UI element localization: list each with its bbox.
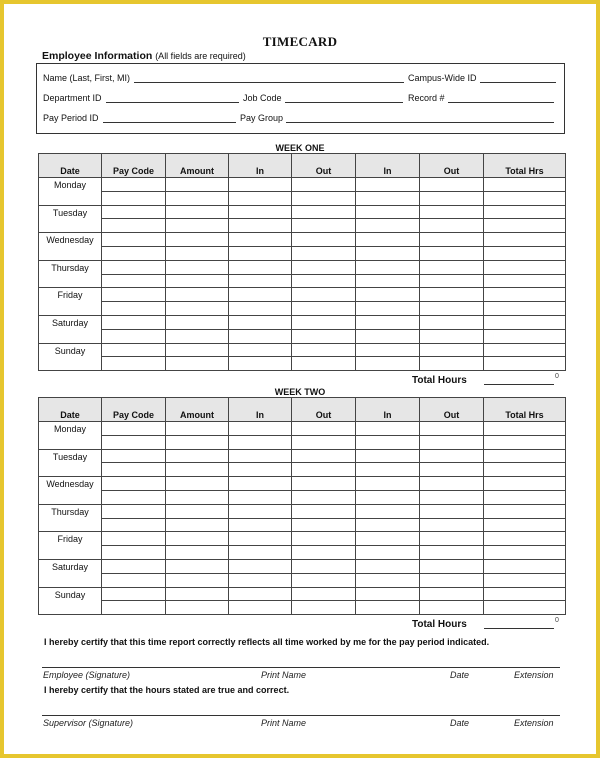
entry-cell[interactable]: [102, 246, 166, 260]
week-one-total-label: Total Hours: [412, 375, 467, 386]
entry-cell[interactable]: [229, 587, 292, 601]
column-header: In: [229, 154, 292, 178]
entry-cell[interactable]: [102, 302, 166, 316]
column-header: Pay Code: [102, 398, 166, 422]
entry-cell[interactable]: [484, 274, 566, 288]
entry-cell[interactable]: [484, 504, 566, 518]
table-row: [39, 477, 566, 491]
employee-info-heading: [42, 50, 246, 62]
entry-cell[interactable]: [356, 246, 420, 260]
entry-cell[interactable]: [166, 219, 229, 233]
entry-cell[interactable]: [356, 463, 420, 477]
record-label: Record #: [408, 93, 445, 103]
entry-cell[interactable]: [102, 477, 166, 491]
entry-cell[interactable]: [229, 246, 292, 260]
entry-cell[interactable]: [166, 343, 229, 357]
entry-cell[interactable]: [166, 435, 229, 449]
entry-cell[interactable]: [292, 233, 356, 247]
column-header: Total Hrs: [484, 154, 566, 178]
entry-cell[interactable]: [356, 315, 420, 329]
entry-cell[interactable]: [166, 518, 229, 532]
column-header: Amount: [166, 154, 229, 178]
day-label: Saturday: [39, 315, 102, 343]
entry-cell[interactable]: [166, 178, 229, 192]
entry-cell[interactable]: [484, 449, 566, 463]
entry-cell[interactable]: [102, 329, 166, 343]
entry-cell[interactable]: [356, 477, 420, 491]
day-label: Monday: [39, 178, 102, 206]
entry-cell[interactable]: [229, 205, 292, 219]
entry-cell[interactable]: [229, 518, 292, 532]
name-field[interactable]: [134, 82, 404, 83]
employee-info-note: (All fields are required): [155, 51, 246, 61]
entry-cell[interactable]: [166, 504, 229, 518]
table-row: [39, 233, 566, 247]
entry-cell[interactable]: [292, 219, 356, 233]
table-row: [39, 518, 566, 532]
table-row: [39, 463, 566, 477]
entry-cell[interactable]: [229, 315, 292, 329]
table-row: [39, 435, 566, 449]
week-two-title: WEEK TWO: [274, 387, 326, 397]
entry-cell[interactable]: [420, 219, 484, 233]
entry-cell[interactable]: [484, 532, 566, 546]
entry-cell[interactable]: [484, 315, 566, 329]
entry-cell[interactable]: [356, 205, 420, 219]
entry-cell[interactable]: [229, 260, 292, 274]
pay-group-field[interactable]: [286, 122, 554, 123]
week-one-total-line: [484, 384, 554, 385]
day-label: Monday: [39, 422, 102, 450]
pay-group-label: Pay Group: [240, 113, 284, 123]
entry-cell[interactable]: [356, 219, 420, 233]
table-row: [39, 191, 566, 205]
entry-cell[interactable]: [166, 449, 229, 463]
column-header: Out: [420, 398, 484, 422]
entry-cell[interactable]: [356, 329, 420, 343]
column-header: In: [356, 398, 420, 422]
entry-cell[interactable]: [102, 504, 166, 518]
entry-cell[interactable]: [356, 573, 420, 587]
entry-cell[interactable]: [420, 504, 484, 518]
entry-cell[interactable]: [229, 288, 292, 302]
entry-cell[interactable]: [229, 191, 292, 205]
entry-cell[interactable]: [420, 463, 484, 477]
day-label: Tuesday: [39, 449, 102, 477]
entry-cell[interactable]: [292, 546, 356, 560]
entry-cell[interactable]: [102, 463, 166, 477]
entry-cell[interactable]: [356, 191, 420, 205]
entry-cell[interactable]: [166, 587, 229, 601]
entry-cell[interactable]: [484, 288, 566, 302]
table-row: [39, 302, 566, 316]
entry-cell[interactable]: [484, 205, 566, 219]
entry-cell[interactable]: [166, 274, 229, 288]
entry-cell[interactable]: [229, 329, 292, 343]
table-row: [39, 274, 566, 288]
entry-cell[interactable]: [420, 315, 484, 329]
entry-cell[interactable]: [420, 246, 484, 260]
entry-cell[interactable]: [484, 518, 566, 532]
column-header: Out: [292, 154, 356, 178]
supervisor-date-label: Date: [450, 718, 470, 728]
table-row: [39, 504, 566, 518]
column-header: In: [356, 154, 420, 178]
entry-cell[interactable]: [166, 422, 229, 436]
day-label: Saturday: [39, 559, 102, 587]
entry-cell[interactable]: [484, 490, 566, 504]
entry-cell[interactable]: [166, 191, 229, 205]
entry-cell[interactable]: [356, 233, 420, 247]
entry-cell[interactable]: [166, 205, 229, 219]
week-one-title: WEEK ONE: [275, 143, 325, 153]
entry-cell[interactable]: [166, 477, 229, 491]
entry-cell[interactable]: [484, 573, 566, 587]
entry-cell[interactable]: [166, 559, 229, 573]
entry-cell[interactable]: [356, 302, 420, 316]
table-row: [39, 178, 566, 192]
entry-cell[interactable]: [484, 178, 566, 192]
entry-cell[interactable]: [356, 357, 420, 371]
table-header-row: [39, 398, 566, 422]
entry-cell[interactable]: [292, 573, 356, 587]
entry-cell[interactable]: [356, 532, 420, 546]
entry-cell[interactable]: [292, 288, 356, 302]
entry-cell[interactable]: [229, 274, 292, 288]
table-row: [39, 246, 566, 260]
supervisor-signature-line[interactable]: [42, 715, 560, 716]
entry-cell[interactable]: [229, 449, 292, 463]
entry-cell[interactable]: [356, 490, 420, 504]
entry-cell[interactable]: [166, 490, 229, 504]
entry-cell[interactable]: [166, 315, 229, 329]
entry-cell[interactable]: [420, 518, 484, 532]
entry-cell[interactable]: [166, 532, 229, 546]
entry-cell[interactable]: [102, 601, 166, 615]
entry-cell[interactable]: [166, 233, 229, 247]
entry-cell[interactable]: [166, 357, 229, 371]
job-code-label: Job Code: [243, 93, 282, 103]
column-header: In: [229, 398, 292, 422]
entry-cell[interactable]: [229, 343, 292, 357]
entry-cell[interactable]: [420, 343, 484, 357]
day-label: Wednesday: [39, 477, 102, 505]
day-label: Thursday: [39, 504, 102, 532]
entry-cell[interactable]: [292, 532, 356, 546]
pay-period-label: Pay Period ID: [43, 113, 99, 123]
entry-cell[interactable]: [102, 587, 166, 601]
table-row: [39, 260, 566, 274]
day-label: Tuesday: [39, 205, 102, 233]
entry-cell[interactable]: [484, 559, 566, 573]
entry-cell[interactable]: [420, 587, 484, 601]
entry-cell[interactable]: [292, 205, 356, 219]
employee-extension-label: Extension: [514, 670, 554, 680]
pay-period-field[interactable]: [103, 122, 236, 123]
entry-cell[interactable]: [102, 357, 166, 371]
day-label: Friday: [39, 532, 102, 560]
employee-date-label: Date: [450, 670, 470, 680]
entry-cell[interactable]: [229, 490, 292, 504]
entry-cell[interactable]: [166, 329, 229, 343]
table-row: [39, 205, 566, 219]
entry-cell[interactable]: [102, 178, 166, 192]
entry-cell[interactable]: [292, 559, 356, 573]
employee-signature-line[interactable]: [42, 667, 560, 668]
entry-cell[interactable]: [229, 233, 292, 247]
table-row: [39, 601, 566, 615]
entry-cell[interactable]: [484, 343, 566, 357]
employee-info-heading-text: Employee Information: [42, 50, 153, 62]
entry-cell[interactable]: [102, 205, 166, 219]
entry-cell[interactable]: [420, 302, 484, 316]
entry-cell[interactable]: [420, 490, 484, 504]
entry-cell[interactable]: [420, 357, 484, 371]
column-header: Date: [39, 398, 102, 422]
entry-cell[interactable]: [420, 329, 484, 343]
entry-cell[interactable]: [484, 246, 566, 260]
department-label: Department ID: [43, 93, 102, 103]
entry-cell[interactable]: [292, 343, 356, 357]
week-two-table: [38, 397, 566, 615]
week-one-total-value: 0: [555, 373, 559, 380]
entry-cell[interactable]: [356, 435, 420, 449]
entry-cell[interactable]: [292, 260, 356, 274]
entry-cell[interactable]: [484, 477, 566, 491]
entry-cell[interactable]: [420, 260, 484, 274]
column-header: Out: [292, 398, 356, 422]
page-title: TIMECARD: [262, 34, 338, 49]
entry-cell[interactable]: [420, 274, 484, 288]
name-label: Name (Last, First, MI): [43, 73, 131, 83]
entry-cell[interactable]: [420, 559, 484, 573]
entry-cell[interactable]: [229, 422, 292, 436]
table-row: [39, 315, 566, 329]
entry-cell[interactable]: [420, 178, 484, 192]
entry-cell[interactable]: [229, 573, 292, 587]
entry-cell[interactable]: [420, 546, 484, 560]
entry-cell[interactable]: [292, 601, 356, 615]
entry-cell[interactable]: [484, 219, 566, 233]
supervisor-extension-label: Extension: [514, 718, 554, 728]
entry-cell[interactable]: [229, 601, 292, 615]
entry-cell[interactable]: [484, 463, 566, 477]
table-row: [39, 573, 566, 587]
entry-cell[interactable]: [420, 205, 484, 219]
column-header: Out: [420, 154, 484, 178]
job-code-field[interactable]: [285, 102, 403, 103]
table-row: [39, 357, 566, 371]
entry-cell[interactable]: [102, 546, 166, 560]
entry-cell[interactable]: [420, 233, 484, 247]
table-row: [39, 546, 566, 560]
table-row: [39, 288, 566, 302]
entry-cell[interactable]: [102, 422, 166, 436]
entry-cell[interactable]: [292, 246, 356, 260]
day-label: Wednesday: [39, 233, 102, 261]
entry-cell[interactable]: [420, 288, 484, 302]
entry-cell[interactable]: [356, 587, 420, 601]
entry-cell[interactable]: [229, 219, 292, 233]
entry-cell[interactable]: [229, 559, 292, 573]
entry-cell[interactable]: [102, 559, 166, 573]
week-two-total-label: Total Hours: [412, 619, 467, 630]
table-row: [39, 587, 566, 601]
entry-cell[interactable]: [292, 449, 356, 463]
table-row: [39, 490, 566, 504]
entry-cell[interactable]: [484, 435, 566, 449]
entry-cell[interactable]: [356, 546, 420, 560]
entry-cell[interactable]: [166, 573, 229, 587]
entry-cell[interactable]: [102, 274, 166, 288]
entry-cell[interactable]: [229, 435, 292, 449]
entry-cell[interactable]: [292, 178, 356, 192]
entry-cell[interactable]: [102, 518, 166, 532]
entry-cell[interactable]: [166, 302, 229, 316]
entry-cell[interactable]: [229, 532, 292, 546]
entry-cell[interactable]: [102, 191, 166, 205]
entry-cell[interactable]: [356, 343, 420, 357]
entry-cell[interactable]: [229, 178, 292, 192]
entry-cell[interactable]: [420, 191, 484, 205]
entry-cell[interactable]: [292, 315, 356, 329]
entry-cell[interactable]: [166, 288, 229, 302]
entry-cell[interactable]: [484, 191, 566, 205]
entry-cell[interactable]: [292, 274, 356, 288]
entry-cell[interactable]: [356, 288, 420, 302]
entry-cell[interactable]: [166, 260, 229, 274]
supervisor-print-name-label: Print Name: [261, 718, 307, 728]
entry-cell[interactable]: [102, 219, 166, 233]
entry-cell[interactable]: [484, 260, 566, 274]
entry-cell[interactable]: [102, 233, 166, 247]
campus-id-field[interactable]: [480, 82, 556, 83]
entry-cell[interactable]: [420, 435, 484, 449]
entry-cell[interactable]: [102, 288, 166, 302]
entry-cell[interactable]: [356, 274, 420, 288]
entry-cell[interactable]: [229, 357, 292, 371]
entry-cell[interactable]: [356, 559, 420, 573]
day-label: Sunday: [39, 587, 102, 615]
week-two-total-line: [484, 628, 554, 629]
entry-cell[interactable]: [292, 587, 356, 601]
department-field[interactable]: [106, 102, 239, 103]
entry-cell[interactable]: [102, 260, 166, 274]
entry-cell[interactable]: [102, 435, 166, 449]
entry-cell[interactable]: [356, 449, 420, 463]
entry-cell[interactable]: [420, 573, 484, 587]
entry-cell[interactable]: [420, 449, 484, 463]
employee-print-name-label: Print Name: [261, 670, 307, 680]
entry-cell[interactable]: [102, 343, 166, 357]
entry-cell[interactable]: [102, 449, 166, 463]
employee-certify-statement: I hereby certify that this time report correctly reflects all time worked by me for the pay period indicated.: [44, 637, 490, 647]
entry-cell[interactable]: [484, 546, 566, 560]
entry-cell[interactable]: [292, 422, 356, 436]
entry-cell[interactable]: [292, 191, 356, 205]
entry-cell[interactable]: [229, 463, 292, 477]
table-row: [39, 343, 566, 357]
column-header: Pay Code: [102, 154, 166, 178]
supervisor-certify-statement: I hereby certify that the hours stated are true and correct.: [44, 685, 290, 695]
entry-cell[interactable]: [102, 532, 166, 546]
entry-cell[interactable]: [166, 246, 229, 260]
entry-cell[interactable]: [292, 504, 356, 518]
entry-cell[interactable]: [484, 587, 566, 601]
table-row: [39, 329, 566, 343]
supervisor-signature-label: Supervisor (Signature): [43, 718, 134, 728]
column-header: Total Hrs: [484, 398, 566, 422]
entry-cell[interactable]: [292, 435, 356, 449]
entry-cell[interactable]: [484, 233, 566, 247]
entry-cell[interactable]: [484, 422, 566, 436]
entry-cell[interactable]: [484, 302, 566, 316]
entry-cell[interactable]: [166, 463, 229, 477]
entry-cell[interactable]: [229, 302, 292, 316]
entry-cell[interactable]: [356, 260, 420, 274]
week-two-total-value: 0: [555, 617, 559, 624]
entry-cell[interactable]: [420, 601, 484, 615]
employee-signature-label: Employee (Signature): [43, 670, 131, 680]
day-label: Sunday: [39, 343, 102, 371]
entry-cell[interactable]: [102, 573, 166, 587]
entry-cell[interactable]: [484, 329, 566, 343]
record-field[interactable]: [448, 102, 554, 103]
entry-cell[interactable]: [166, 546, 229, 560]
entry-cell[interactable]: [292, 477, 356, 491]
entry-cell[interactable]: [356, 601, 420, 615]
entry-cell[interactable]: [356, 178, 420, 192]
day-label: Friday: [39, 288, 102, 316]
day-label: Thursday: [39, 260, 102, 288]
entry-cell[interactable]: [484, 357, 566, 371]
entry-cell[interactable]: [229, 546, 292, 560]
table-row: [39, 219, 566, 233]
column-header: Date: [39, 154, 102, 178]
entry-cell[interactable]: [420, 532, 484, 546]
entry-cell[interactable]: [356, 504, 420, 518]
entry-cell[interactable]: [292, 357, 356, 371]
entry-cell[interactable]: [420, 477, 484, 491]
column-header: Amount: [166, 398, 229, 422]
entry-cell[interactable]: [484, 601, 566, 615]
entry-cell[interactable]: [102, 315, 166, 329]
entry-cell[interactable]: [292, 463, 356, 477]
table-row: [39, 422, 566, 436]
entry-cell[interactable]: [102, 490, 166, 504]
entry-cell[interactable]: [356, 518, 420, 532]
entry-cell[interactable]: [229, 477, 292, 491]
table-row: [39, 449, 566, 463]
campus-id-label: Campus-Wide ID: [408, 73, 477, 83]
entry-cell[interactable]: [292, 490, 356, 504]
week-one-table: [38, 153, 566, 371]
entry-cell[interactable]: [292, 329, 356, 343]
entry-cell[interactable]: [420, 422, 484, 436]
table-row: [39, 532, 566, 546]
entry-cell[interactable]: [292, 518, 356, 532]
table-header-row: [39, 154, 566, 178]
entry-cell[interactable]: [292, 302, 356, 316]
table-row: [39, 559, 566, 573]
entry-cell[interactable]: [356, 422, 420, 436]
entry-cell[interactable]: [229, 504, 292, 518]
entry-cell[interactable]: [166, 601, 229, 615]
